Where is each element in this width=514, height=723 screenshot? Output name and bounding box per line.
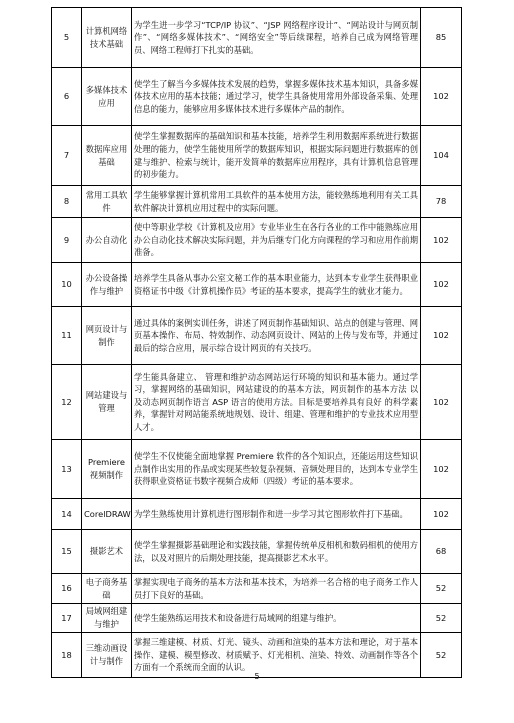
row-index: 9 — [52, 218, 82, 263]
course-description: 为学生进一步学习“TCP/IP 协议”、“JSP 网络程序设计”、“网站设计与网页制作”、“网络多媒体技术”、“网络安全”等后续课程，培养自己成为网络管理员、网络工程师打下扎实的基础。 — [132, 8, 421, 68]
course-description: 使中等职业学校《计算机及应用》专业毕业生在各行各业的工作中能熟练应用办公自动化技术解决实际问题，并为后继专门化方向课程的学习和应用作前期准备。 — [132, 218, 421, 263]
table-row — [52, 499, 462, 530]
course-description: 为学生熟练使用计算机进行图形制作和进一步学习其它图形软件打下基础。 — [132, 499, 421, 530]
table-row — [52, 440, 462, 499]
course-name: 办公自动化 — [82, 218, 132, 263]
course-hours: 102 — [421, 307, 462, 365]
course-description: 使学生不仅使能全面地掌握 Premiere 软件的各个知识点，还能运用这些知识点制作出实用的作品或实现某些较复杂视频、音频处理目的，达到本专业学生获得职业资格证书数字视频合成师（四级）考证的基本要求。 — [132, 440, 421, 499]
course-description: 掌握实现电子商务的基本方法和基本技术，为培养一名合格的电子商务工作人员打下良好的基础。 — [132, 574, 421, 604]
row-index: 18 — [52, 633, 82, 678]
course-name: 摄影艺术 — [82, 530, 132, 574]
course-description: 使学生掌握数据库的基础知识和基本技能，培养学生利用数据库系统进行数据处理的能力，使学生能使用所学的数据库知识，根据实际问题进行数据库的创建与维护、检索与统计，能开发简单的数据库应用程序，具有计算机信息管理的初步能力。 — [132, 126, 421, 186]
course-description: 学生能具备建立、 管理和维护动态网站运行环境的知识和基本能力。通过学习，掌握网络的基础知识，网站建设的的基本方法，网页制作的基本方法 以及动态网页制作语言 ASP 语言的使用方法。目标是要培养具有良好 的科学素养，掌握针对网站能系统地规划、设计、组建、管理和维护的专业技术应用型人才。 — [132, 365, 421, 440]
table-row — [52, 574, 462, 604]
course-hours: 102 — [421, 365, 462, 440]
row-index: 10 — [52, 263, 82, 307]
table-row — [52, 365, 462, 440]
course-name: 多媒体技术应用 — [82, 68, 132, 126]
table-row — [52, 218, 462, 263]
table-row — [52, 8, 462, 68]
table-row — [52, 307, 462, 365]
course-hours: 102 — [421, 263, 462, 307]
course-hours: 102 — [421, 440, 462, 499]
course-hours: 52 — [421, 604, 462, 633]
course-description: 培养学生具备从事办公室文秘工作的基本职业能力，达到本专业学生获得职业资格证书中级《计算机操作员》考证的基本要求，提高学生的就业才能力。 — [132, 263, 421, 307]
course-description: 通过具体的案例实训任务，讲述了网页制作基础知识、站点的创建与管理、网页基本操作、布局、特效制作、动态网页设计、网站的上传与发布等，并通过最后的综合应用，展示综合设计网页的有关技巧。 — [132, 307, 421, 365]
course-name: 数据库应用基础 — [82, 126, 132, 186]
row-index: 14 — [52, 499, 82, 530]
row-index: 17 — [52, 604, 82, 633]
course-description: 掌握三维建模、材质、灯光、镜头、动画和渲染的基本方法和理论，对于基本操作、建模、模型修改、材质赋予、灯光相机、渲染、特效、动画制作等各个方面有一个系统而全面的认识。 — [132, 633, 421, 678]
row-index: 11 — [52, 307, 82, 365]
course-hours: 104 — [421, 126, 462, 186]
course-table — [51, 7, 462, 678]
table-row — [52, 68, 462, 126]
table-row — [52, 263, 462, 307]
course-hours: 102 — [421, 218, 462, 263]
course-description: 学生能够掌握计算机常用工具软件的基本使用方法，能较熟练地利用有关工具软件解决计算机应用过程中的实际问题。 — [132, 186, 421, 218]
course-hours: 52 — [421, 633, 462, 678]
row-index: 5 — [52, 8, 82, 68]
table-row — [52, 126, 462, 186]
row-index: 8 — [52, 186, 82, 218]
row-index: 13 — [52, 440, 82, 499]
course-name: 常用工具软件 — [82, 186, 132, 218]
table-row — [52, 633, 462, 678]
table-row — [52, 604, 462, 633]
row-index: 12 — [52, 365, 82, 440]
course-name: 电子商务基础 — [82, 574, 132, 604]
course-name: CorelDRAW — [82, 499, 132, 530]
course-description: 使学生掌握摄影基础理论和实践技能，掌握传统单反相机和数码相机的使用方法，以及对照片的后期处理技能，提高摄影艺术水平。 — [132, 530, 421, 574]
course-hours: 78 — [421, 186, 462, 218]
course-description: 使学生了解当今多媒体技术发展的趋势，掌握多媒体技术基本知识，具备多媒体技术应用的基本技能；通过学习，使学生具备使用常用外部设备采集、处理信息的能力，能够应用多媒体技术进行多媒体产品的制作。 — [132, 68, 421, 126]
course-name: 计算机网络技术基础 — [82, 8, 132, 68]
course-hours: 102 — [421, 68, 462, 126]
course-name: 局域网组建与维护 — [82, 604, 132, 633]
row-index: 6 — [52, 68, 82, 126]
course-name: Premiere视频制作 — [82, 440, 132, 499]
row-index: 16 — [52, 574, 82, 604]
course-hours: 102 — [421, 499, 462, 530]
table-row — [52, 530, 462, 574]
course-hours: 68 — [421, 530, 462, 574]
row-index: 7 — [52, 126, 82, 186]
table-row — [52, 186, 462, 218]
course-name: 网站建设与管理 — [82, 365, 132, 440]
course-hours: 52 — [421, 574, 462, 604]
course-description: 使学生能熟练运用技术和设备进行局域网的组建与维护。 — [132, 604, 421, 633]
row-index: 15 — [52, 530, 82, 574]
course-hours: 85 — [421, 8, 462, 68]
course-name: 三维动画设计与制作 — [82, 633, 132, 678]
page-number: 5 — [254, 672, 260, 681]
course-name: 网页设计与制作 — [82, 307, 132, 365]
course-name: 办公设备操作与维护 — [82, 263, 132, 307]
